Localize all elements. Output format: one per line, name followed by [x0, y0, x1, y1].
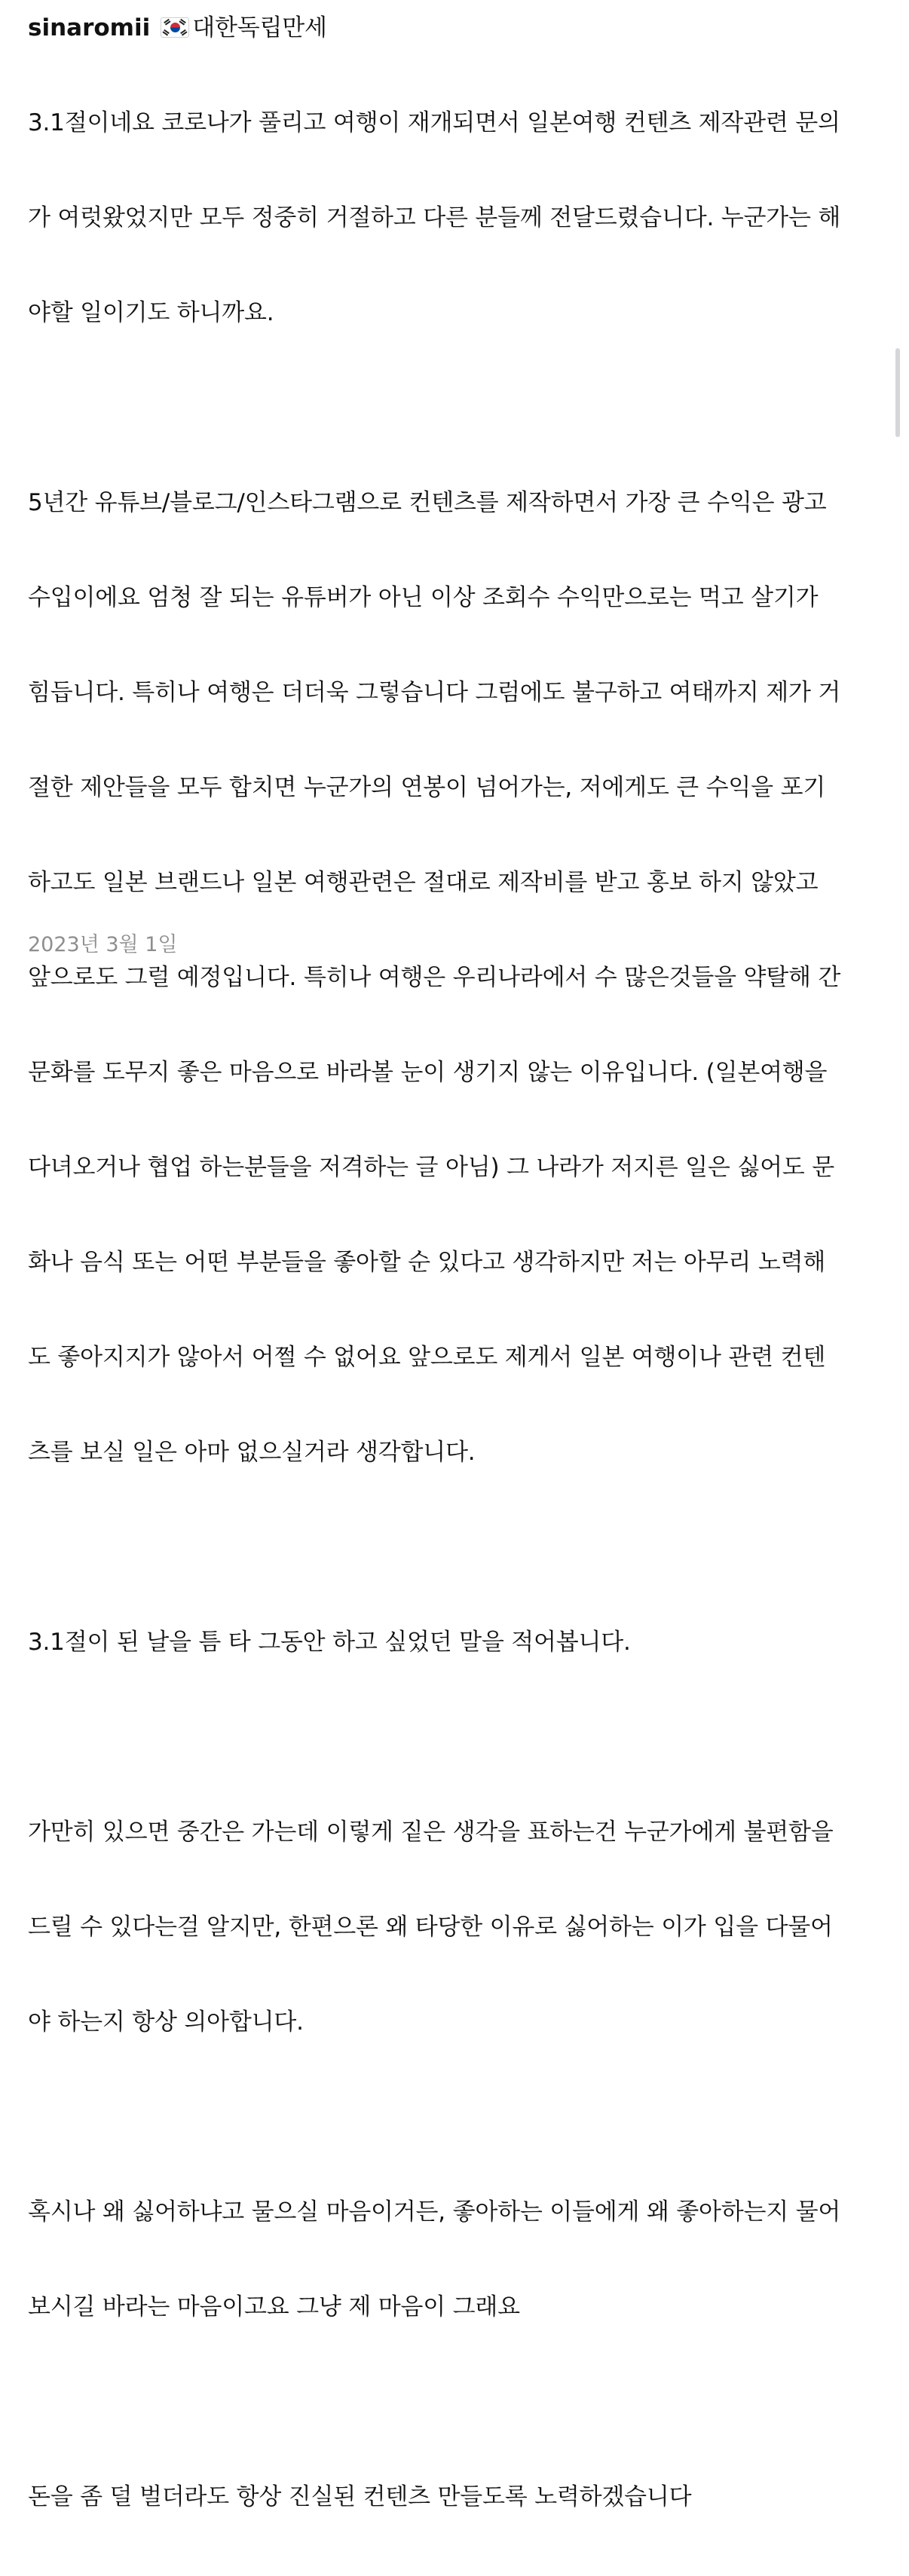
caption-line: 하고도 일본 브랜드나 일본 여행관련은 절대로 제작비를 받고 홍보 하지 않았고	[28, 869, 819, 896]
caption-line	[28, 2386, 883, 2418]
caption-line: 야 하는지 항상 의아합니다.	[28, 2008, 304, 2036]
caption-line: 힘듭니다. 특히나 여행은 더더욱 그렇습니다 그럼에도 불구하고 여태까지 제가 거	[28, 679, 841, 706]
caption-line: 도 좋아지지가 않아서 어쩔 수 없어요 앞으로도 제게서 일본 여행이나 관련 컨텐	[28, 1344, 826, 1371]
caption-header-text: 대한독립만세	[192, 14, 327, 41]
south-korea-flag-icon	[161, 17, 189, 38]
caption-line: 가 여럿왔었지만 모두 정중히 거절하고 다른 분들께 전달드렸습니다. 누군가는 해	[28, 204, 841, 231]
caption-line: 3.1절이 된 날을 틈 타 그동안 하고 싶었던 말을 적어봅니다.	[28, 1629, 631, 1656]
caption-line	[28, 392, 883, 424]
caption-line	[28, 1531, 883, 1563]
caption-line: 가만히 있으면 중간은 가는데 이렇게 짙은 생각을 표하는건 누군가에게 불편함을	[28, 1819, 834, 1846]
caption-line	[28, 2101, 883, 2133]
caption-line: 드릴 수 있다는걸 알지만, 한편으론 왜 타당한 이유로 싫어하는 이가 입을 다물어	[28, 1914, 833, 1941]
caption-line: 돈을 좀 덜 벌더라도 항상 진실된 컨텐츠 만들도록 노력하겠습니다	[28, 2483, 692, 2510]
caption-body	[28, 44, 883, 2576]
caption-line: 3.1절이네요 코로나가 풀리고 여행이 재개되면서 일본여행 컨텐츠 제작관련 문의	[28, 109, 840, 136]
caption-line: 절한 제안들을 모두 합치면 누군가의 연봉이 넘어가는, 저에게도 큰 수익을 포기	[28, 774, 826, 801]
caption-line: 다녀오거나 협업 하는분들을 저격하는 글 아님) 그 나라가 저지른 일은 싫어도 문	[28, 1154, 834, 1181]
caption-line	[28, 1721, 883, 1753]
caption-line: 츠를 보실 일은 아마 없으실거라 생각합니다.	[28, 1439, 476, 1466]
post-date: 2023년 3월 1일	[28, 933, 178, 956]
post-caption-container	[28, 12, 883, 2576]
username-link[interactable]: sinaromii	[28, 14, 151, 41]
caption-line: 혹시나 왜 싫어하냐고 물으실 마음이거든, 좋아하는 이들에게 왜 좋아하는지 물어	[28, 2198, 841, 2226]
scrollbar-thumb[interactable]	[895, 348, 900, 437]
post-header	[28, 12, 883, 44]
caption-line: 5년간 유튜브/블로그/인스타그램으로 컨텐츠를 제작하면서 가장 큰 수익은 광고	[28, 489, 827, 516]
caption-line: 야할 일이기도 하니까요.	[28, 299, 274, 326]
caption-line: 문화를 도무지 좋은 마음으로 바라볼 눈이 생기지 않는 이유입니다. (일본여행을	[28, 1059, 828, 1086]
caption-line: 보시길 바라는 마음이고요 그냥 제 마음이 그래요	[28, 2293, 520, 2321]
caption-line: 앞으로도 그럴 예정입니다. 특히나 여행은 우리나라에서 수 많은것들을 약탈해 간	[28, 964, 841, 991]
caption-line: 화나 음식 또는 어떤 부분들을 좋아할 순 있다고 생각하지만 저는 아무리 노력해	[28, 1249, 826, 1276]
caption-line: 수입이에요 엄청 잘 되는 유튜버가 아닌 이상 조회수 수익만으로는 먹고 살기가	[28, 584, 819, 611]
